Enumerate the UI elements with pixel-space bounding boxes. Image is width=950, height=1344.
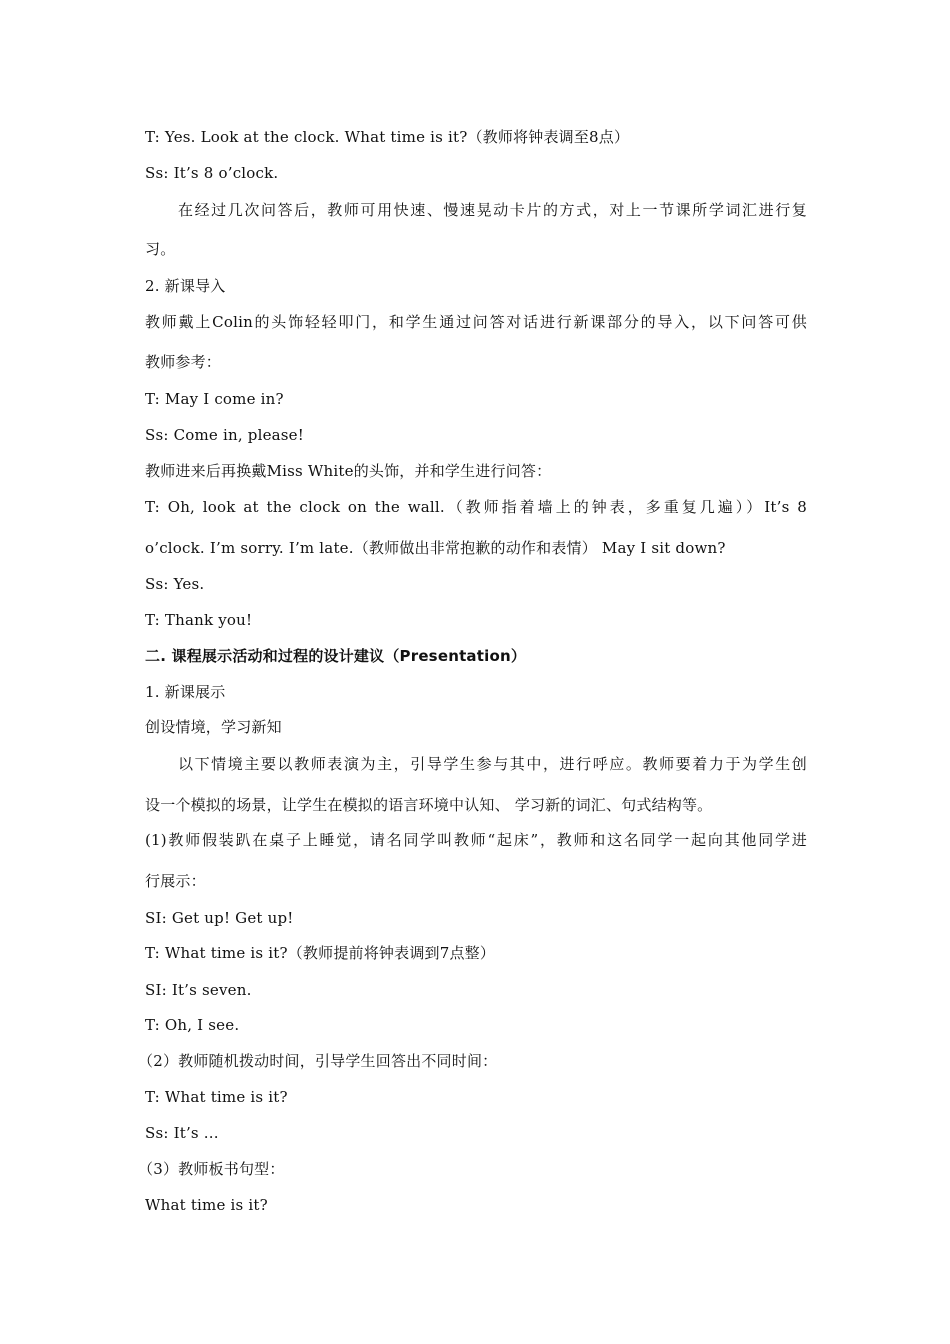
- board-sentence: What time is it?: [145, 1196, 268, 1214]
- dialogue-line: T: May I come in?: [145, 390, 284, 408]
- paragraph-line: 设一个模拟的场景，让学生在模拟的语言环境中认知、 学习新的词汇、句式结构等。: [145, 796, 713, 814]
- dialogue-line: T: Oh, I see.: [145, 1016, 240, 1034]
- paragraph-line: 教师进来后再换戴Miss White的头饰，并和学生进行问答：: [145, 462, 552, 480]
- dialogue-line: T: What time is it?（教师提前将钟表调到7点整）: [145, 944, 496, 962]
- section-heading: 1. 新课展示: [145, 683, 226, 701]
- dialogue-line: Ss: Yes.: [145, 575, 205, 593]
- dialogue-line: T: What time is it?: [145, 1088, 288, 1106]
- paragraph-line: 行展示：: [145, 872, 206, 890]
- step-line: （2）教师随机拨动时间，引导学生回答出不同时间：: [138, 1052, 498, 1070]
- paragraph-line: 教师参考：: [145, 353, 222, 371]
- subheading: 创设情境，学习新知: [145, 718, 282, 736]
- dialogue-line: SI: It’s seven.: [145, 981, 252, 999]
- dialogue-line: SI: Get up! Get up!: [145, 909, 294, 927]
- section-title: 二. 课程展示活动和过程的设计建议（Presentation）: [145, 647, 527, 665]
- step-line: （3）教师板书句型：: [138, 1160, 285, 1178]
- paragraph-line: 以下情境主要以教师表演为主，引导学生参与其中，进行呼应。教师要着力于为学生创: [178, 755, 807, 773]
- paragraph-line: 习。: [145, 240, 176, 258]
- dialogue-line: T: Yes. Look at the clock. What time is it?（教师将钟表调至8点）: [145, 128, 630, 146]
- dialogue-line: Ss: It’s ...: [145, 1124, 219, 1142]
- dialogue-line: Ss: Come in, please!: [145, 426, 304, 444]
- dialogue-line: o’clock. I’m sorry. I’m late.（教师做出非常抱歉的动作和表情） May I sit down?: [145, 539, 726, 557]
- dialogue-line: Ss: It’s 8 o’clock.: [145, 164, 279, 182]
- dialogue-line: T: Oh, look at the clock on the wall.（教师指着墙上的钟表，多重复几遍））It’s 8: [145, 498, 807, 516]
- section-heading: 2. 新课导入: [145, 277, 226, 295]
- paragraph-line: 教师戴上Colin的头饰轻轻叩门，和学生通过问答对话进行新课部分的导入，以下问答可供: [145, 313, 807, 331]
- paragraph-line: (1)教师假装趴在桌子上睡觉，请名同学叫教师“起床”，教师和这名同学一起向其他同学进: [145, 831, 807, 849]
- dialogue-line: T: Thank you!: [145, 611, 253, 629]
- paragraph-line: 在经过几次问答后，教师可用快速、慢速晃动卡片的方式，对上一节课所学词汇进行复: [178, 201, 807, 219]
